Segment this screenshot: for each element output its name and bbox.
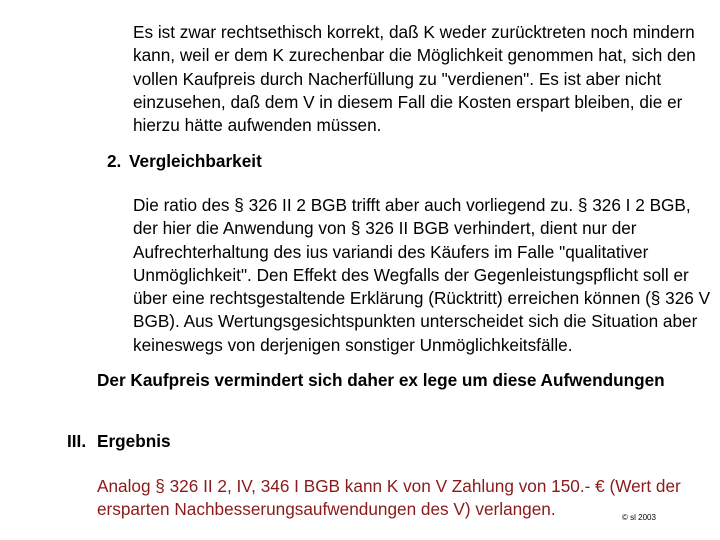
conclusion-statement: Der Kaufpreis vermindert sich daher ex lege um diese Aufwendungen <box>97 370 665 390</box>
result-paragraph: Analog § 326 II 2, IV, 346 I BGB kann K von V Zahlung von 150.- € (Wert der ersparten Nachbesserungsaufwendungen des V) verlangen. <box>97 476 681 520</box>
heading-vergleichbarkeit <box>107 150 262 173</box>
copyright-notice: © sl 2003 <box>622 513 656 522</box>
paragraph-ethics: Es ist zwar rechtsethisch korrekt, daß K weder zurücktreten noch mindern kann, weil er dem K zurechenbar die Möglichkeit genommen hat, sich den vollen Kaufpreis durch Nacherfüllung zu "verdienen". Es ist aber nicht einzusehen, daß dem V in diesem Fall die Kosten erspart bleiben, die er hierzu hätte aufwenden müssen. <box>133 22 696 136</box>
heading-title: Ergebnis <box>97 431 171 451</box>
heading-number: III. <box>67 431 87 451</box>
heading-title: Vergleichbarkeit <box>129 151 262 171</box>
heading-number: 2. <box>107 151 122 171</box>
paragraph-ratio: Die ratio des § 326 II 2 BGB trifft aber auch vorliegend zu. § 326 I 2 BGB, der hier die Anwendung von § 326 II BGB verhindert, dient nur der Aufrechterhaltung des ius variandi des Käufers im Falle "qualitativer Unmöglichkeit". Den Effekt des Wegfalls der Gegenleistungspflicht soll er über eine rechtsgestaltende Erklärung (Rücktritt) erreichen können (§ 326 V BGB). Aus Wertungsgesichtspunkten unterscheidet sich die Situation aber keineswegs von derjenigen sonstiger Unmöglichkeitsfälle. <box>133 195 711 355</box>
heading-ergebnis <box>67 430 171 453</box>
